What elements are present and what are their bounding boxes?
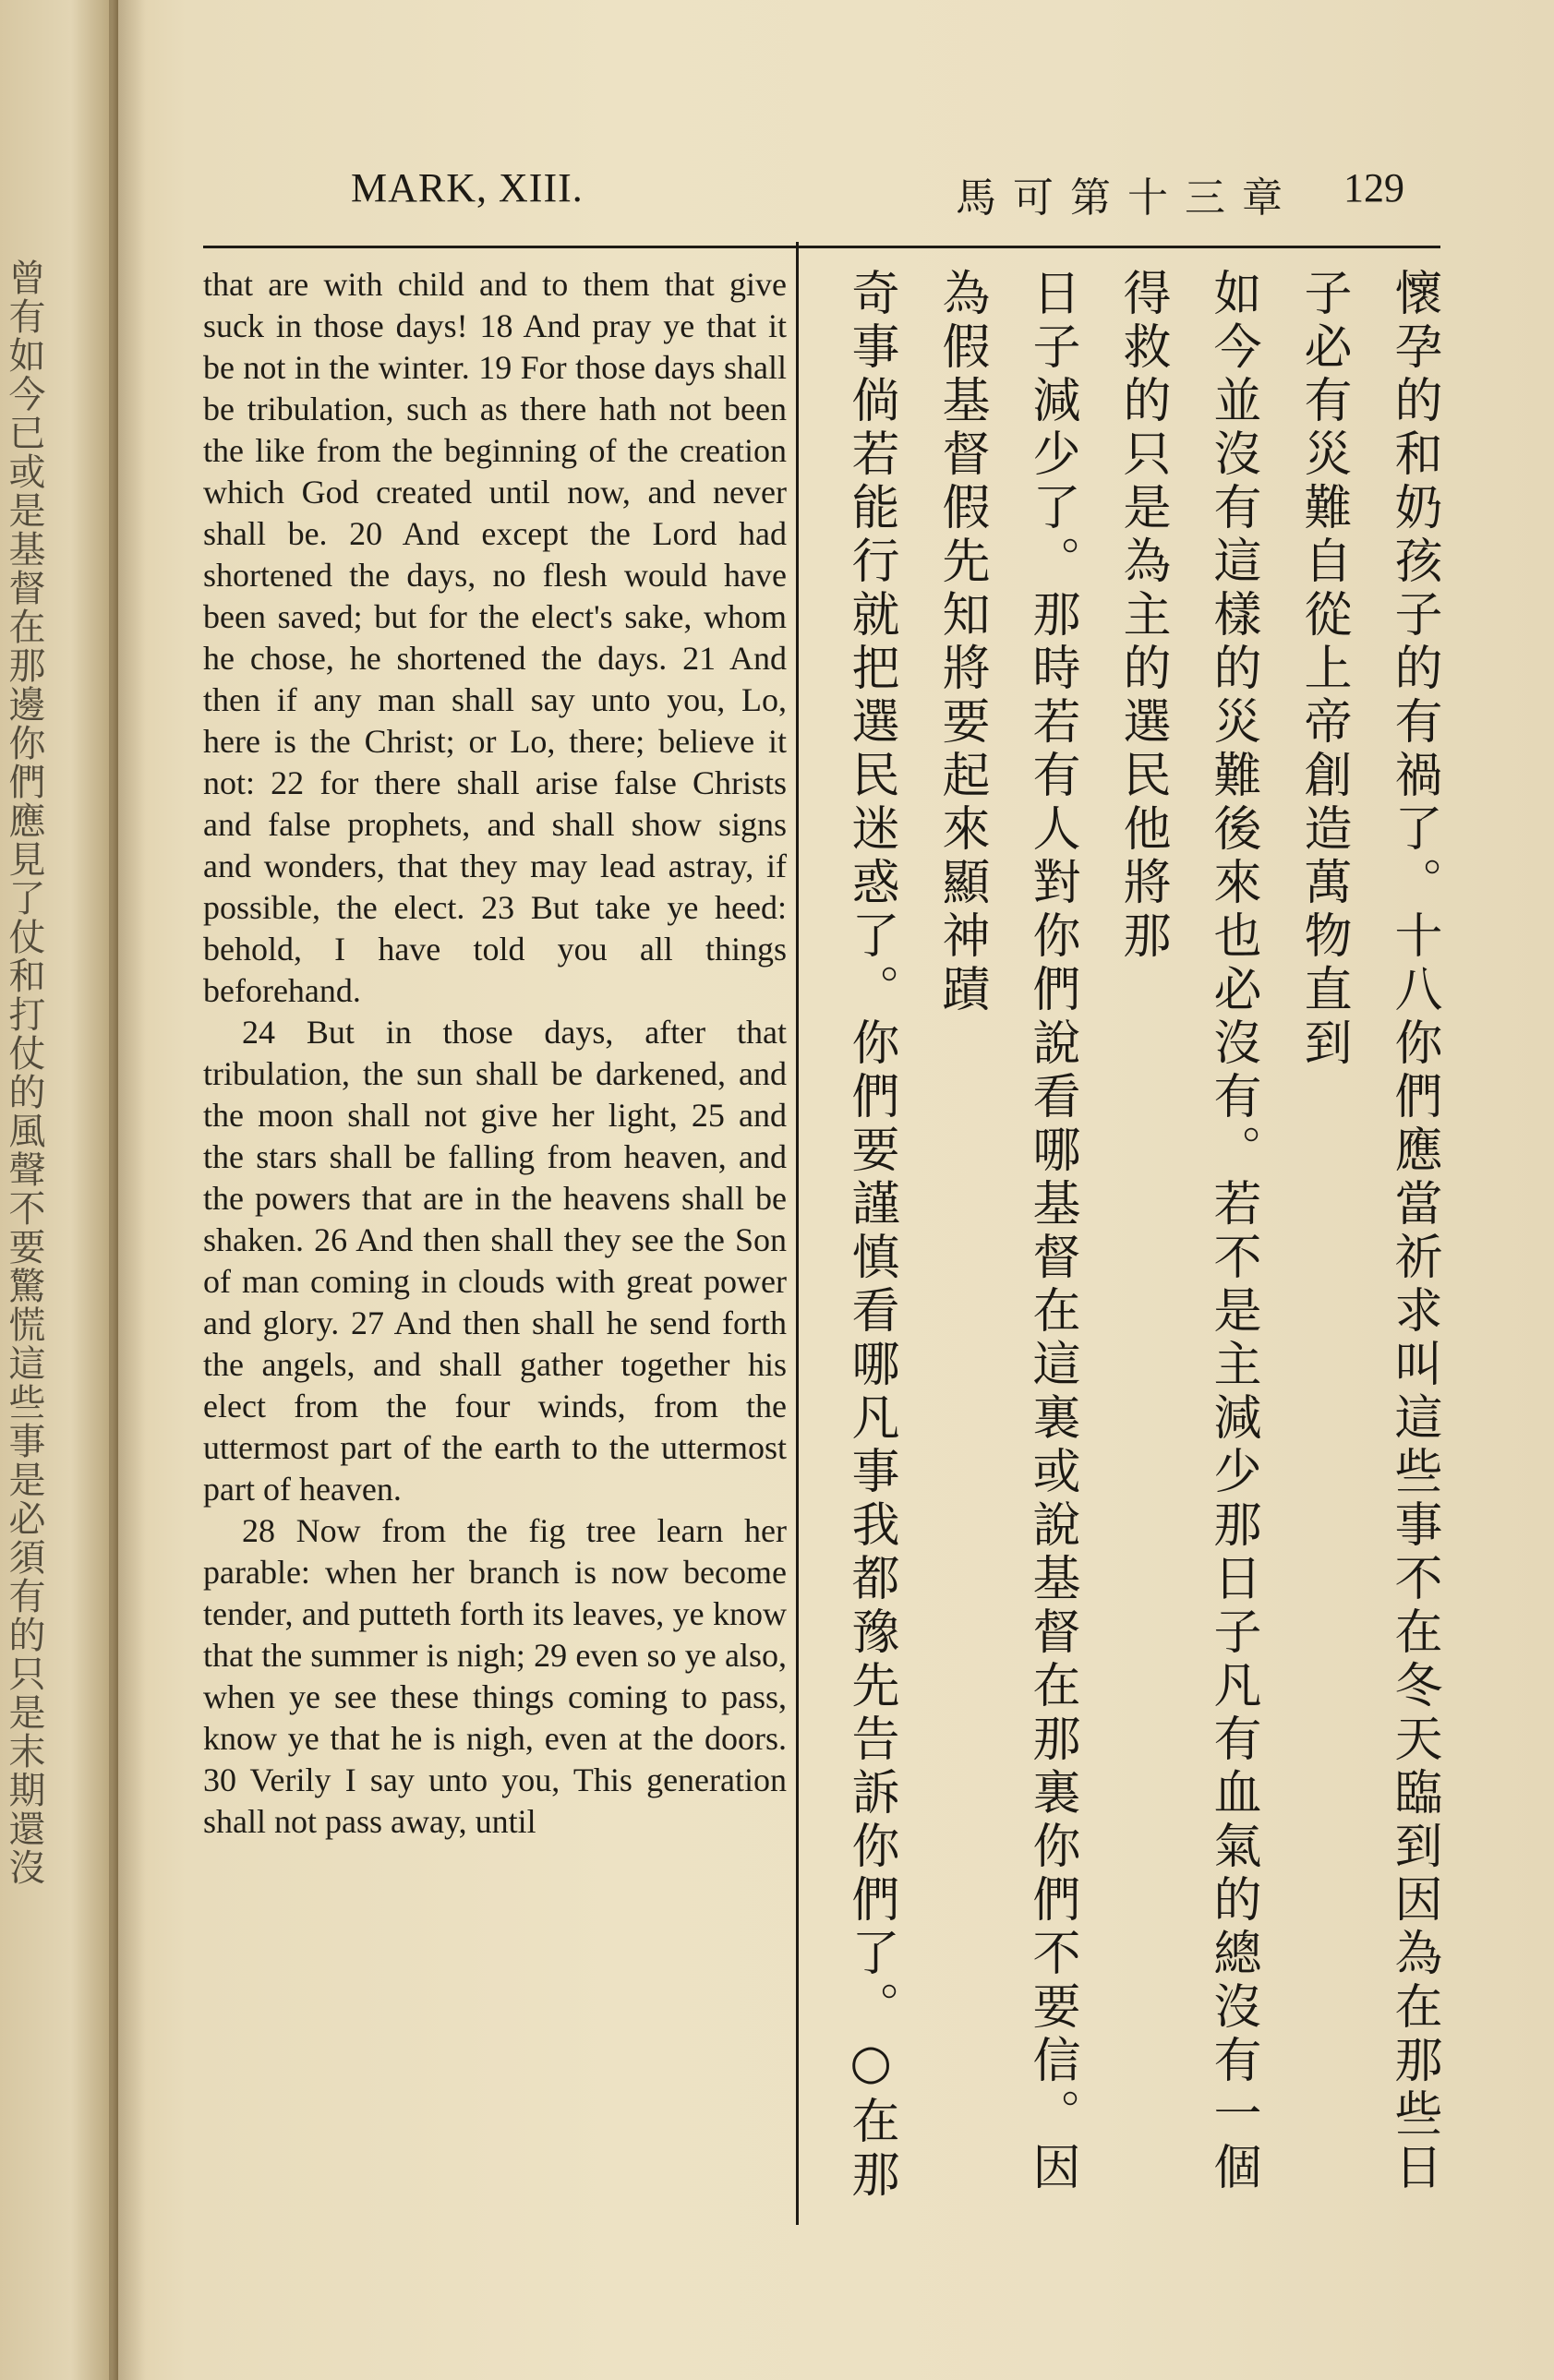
chinese-line: 懷孕的和奶孩子的有禍了。十八你們應當祈求叫這些事不在冬天臨到因為在那些日子必有災難自從上帝創造萬物直到 — [1295, 268, 1441, 2195]
previous-page-edge — [0, 0, 118, 2380]
running-head-english: MARK, XIII. — [351, 165, 584, 210]
running-head-chinese: 馬可第十三章 — [956, 174, 1299, 222]
english-paragraph: 24 But in those days, after that tribulation, the sun shall be darkened, and the moon shall not give her light, 25 and the stars shall be falling from heaven, and the powers that are in the heavens shall be shaken. 26 And then shall they see the Son of man coming in clouds with great power and glory. 27 And then shall he send forth the angels, and shall gather together his elect from the four winds, from the uttermost part of the earth to the uttermost part of heaven. — [203, 1014, 787, 1508]
english-text-column — [203, 264, 787, 1843]
chinese-text-column — [813, 268, 1459, 2225]
chinese-line: 日子減少了。那時若有人對你們說看哪基督在這裏或說基督在那裏你們不要信。因為假基督假先知將要起來顯神蹟 — [934, 268, 1079, 2195]
previous-page-text: 曾有如今已或是基督在那邊你們應見了仗和打仗的風聲不要驚慌這些事是必須有的只是末期還沒 — [3, 258, 45, 1887]
english-paragraph: 28 Now from the fig tree learn her parable: when her branch is now become tender, and putteth forth its leaves, ye know that the summer is nigh; 29 even so ye also, when ye see these things coming to pass, know ye that he is nigh, even at the doors. 30 Verily I say unto you, This generation shall not pass away, until — [203, 1512, 787, 1840]
english-paragraph: that are with child and to them that give suck in those days! 18 And pray ye that it be not in the winter. 19 For those days shall be tribulation, such as there hath not been the like from the beginning of the creation which God created until now, and never shall be. 20 And except the Lord had shortened the days, no flesh would have been saved; but for the elect's sake, whom he chose, he shortened the days. 21 And then if any man shall say unto you, Lo, here is the Christ; or Lo, there; believe it not: 22 for there shall arise false Christs and false prophets, and shall show signs and wonders, that they may lead astray, if possible, the elect. 23 But take ye heed: behold, I have told you all things beforehand. — [203, 266, 787, 1009]
header-rule — [203, 246, 1440, 248]
page-number: 129 — [1343, 165, 1404, 210]
chinese-line: 如今並沒有這樣的災難後來也必沒有。若不是主減少那日子凡有血氣的總沒有一個得救的只是為主的選民他將那 — [1114, 268, 1260, 2195]
gutter-shadow — [109, 0, 146, 2380]
chinese-line: 奇事倘若能行就把選民迷惑了。你們要謹慎看哪凡事我都豫先告訴你們了。○在那 — [843, 268, 898, 2203]
column-divider — [796, 242, 799, 2225]
